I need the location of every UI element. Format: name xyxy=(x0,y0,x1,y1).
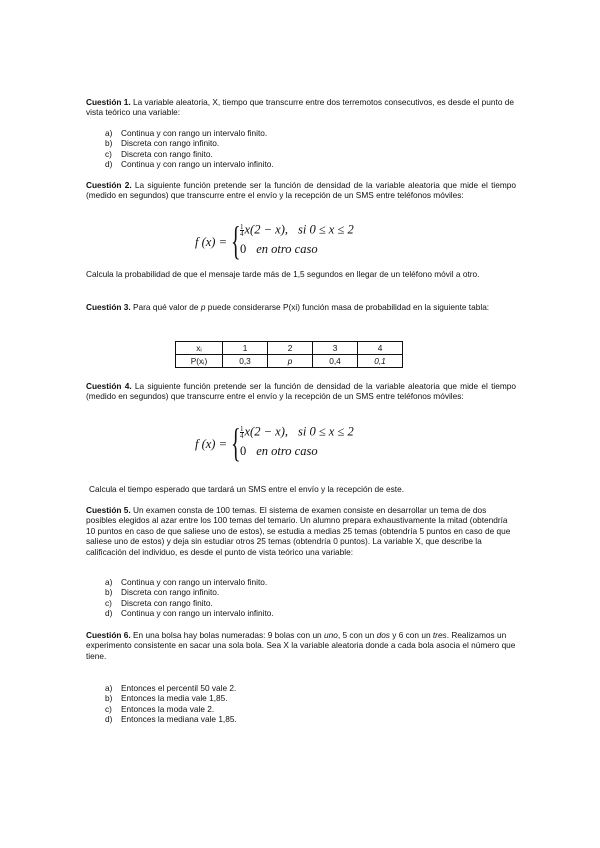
question-6-text: Cuestión 6. En una bolsa hay bolas numeradas: 9 bolas con un uno, 5 con un dos y 6 con un tres. Realizamos un experimento consistente en sacar una sola bola. Sea X la variable aleatoria donde a cada bola asocia el número que tiene. xyxy=(86,630,516,661)
question-4 xyxy=(86,381,516,402)
table-header-x: xᵢ xyxy=(176,342,223,355)
option-c[interactable]: c) Discreta con rango finito. xyxy=(105,148,213,159)
question-2 xyxy=(86,180,516,201)
option-d[interactable]: d) Entonces la mediana vale 1,85. xyxy=(105,714,237,725)
question-5-options xyxy=(105,577,274,619)
question-1-text: Cuestión 1. La variable aleatoria, X, tiempo que transcurre entre dos terremotos consecutivos, es desde el punto de vista teórico una variable: xyxy=(86,97,514,118)
option-d[interactable]: d) Continua y con rango un intervalo infinito. xyxy=(105,608,274,619)
option-c[interactable]: c) Entonces la moda vale 2. xyxy=(105,703,215,714)
question-1-label: Cuestión 1. xyxy=(86,97,131,107)
question-5-text: Cuestión 5. Un examen consta de 100 temas. El sistema de examen consiste en desarrollar un tema de dos posibles elegidos al azar entre los 100 temas del temario. Un alumno prepara exhaustivamente la mitad (obtendría 10 puntos en caso de que saliese uno de estos), se estudia a medias 25 temas (obtendría 5 puntos en caso de que saliese uno de estos) y deja sin estudiar otros 25 temas (obtendría 0 puntos). La variable X, que describe la calificación del individuo, es desde el punto de vista teórico una variable: xyxy=(86,505,511,557)
question-3 xyxy=(86,302,516,312)
option-a[interactable]: a) Continua y con rango un intervalo finito. xyxy=(105,577,268,587)
question-1-options xyxy=(105,128,274,170)
option-a[interactable]: a) Entonces el percentil 50 vale 2. xyxy=(105,683,237,693)
option-b[interactable]: b) Discreta con rango infinito. xyxy=(105,138,220,149)
exam-page: Cuestión 1. La variable aleatoria, X, tiempo que transcurre entre dos terremotos consecutivos, es desde el punto de vista teórico una variable: a) Continua y con rango un intervalo finito. b) Discreta con rango infinito. c) Discreta con rango finito. d) Continua y con rango un intervalo infinito. Cuestión 2. La siguiente función pretende ser la función de densidad de la variable aleatoria que mide el tiempo (medido en segundos) que transcurre entre el envío y la recepción de un SMS entre teléfonos móviles: f (x) = { $\frac{1}{4}$ x(2 − x), si 0 ≤ x ≤ 2 0 en otro caso Calcula la probabilidad de que el mensaje tarde más de 1,5 segundos en llegar de un teléfono móvil a otro. Cuestión 3. Para qué valor de p puede considerarse P(xi) función masa de probabilidad en la siguiente tabla: xᵢ 1 2 3 4 P(xᵢ) 0,3 p 0,4 0,1 Cuestión 4. La siguiente función pretende ser la función de densidad de la variable aleatoria que mide el tiempo (medido en segundos) que transcurre entre el envío y la recepción de un SMS entre teléfonos móviles: f (x) = { $\frac{1}{4}$ x(2 − x), si 0 ≤ x ≤ 2 0 en otro caso Calcula el tiempo esperado que tardará un SMS entre el envío y la recepción de este. Cuestión 5. Un examen consta de 100 temas. El sistema de examen consiste en desarrollar un tema de dos posibles elegidos al azar entre los 100 temas del temario. Un alumno prepara exhaustivamente la mitad (obtendría 10 puntos en caso de que saliese uno de estos), se estudia a medias 25 temas (obtendría 5 puntos en caso de que saliese uno de estos) y deja sin estudiar otros 25 temas (obtendría 0 puntos). La variable X, que describe la calificación del individuo, es desde el punto de vista teórico una variable: a) Continua y con rango un intervalo finito. b) Discreta con rango infinito. c) Discreta con rango finito. d) Continua y con rango un intervalo infinito. Cuestión 6. En una bolsa hay bolas numeradas: 9 bolas con un uno, 5 con un dos y 6 con un tres. Realizamos un experimento consistente en sacar una sola bola. Sea X la variable aleatoria donde a cada bola asocia el número que tiene. a) Entonces el percentil 50 vale 2. b) Entonces la media vale 1,85. c) Entonces la moda vale 2. d) Entonces la mediana vale 1,85. xyxy=(0,0,600,848)
question-5 xyxy=(86,505,516,557)
option-b[interactable]: b) Discreta con rango infinito. xyxy=(105,587,220,598)
table-row: xᵢ 1 2 3 4 xyxy=(176,342,403,355)
probability-table xyxy=(175,341,403,368)
question-2-text: Cuestión 2. La siguiente función pretende ser la función de densidad de la variable aleatoria que mide el tiempo (medido en segundos) que transcurre entre el envío y la recepción de un SMS entre teléfonos móviles: xyxy=(86,180,516,201)
option-c[interactable]: c) Discreta con rango finito. xyxy=(105,597,213,608)
question-4-task: Calcula el tiempo esperado que tardará un SMS entre el envío y la recepción de este. xyxy=(89,484,405,494)
option-b[interactable]: b) Entonces la media vale 1,85. xyxy=(105,693,228,704)
option-a[interactable]: a) Continua y con rango un intervalo finito. xyxy=(105,128,268,138)
table-header-p: P(xᵢ) xyxy=(176,355,223,368)
question-6-options xyxy=(105,683,237,725)
table-row: P(xᵢ) 0,3 p 0,4 0,1 xyxy=(176,355,403,368)
option-d[interactable]: d) Continua y con rango un intervalo infinito. xyxy=(105,159,274,170)
question-4-text: Cuestión 4. La siguiente función pretende ser la función de densidad de la variable aleatoria que mide el tiempo (medido en segundos) que transcurre entre el envío y la recepción de un SMS entre teléfonos móviles: xyxy=(86,381,516,402)
question-1 xyxy=(86,97,516,118)
question-2-task: Calcula la probabilidad de que el mensaje tarde más de 1,5 segundos en llegar de un teléfono móvil a otro. xyxy=(86,269,480,279)
question-3-text: Cuestión 3. Para qué valor de p puede considerarse P(xi) función masa de probabilidad en la siguiente tabla: xyxy=(86,302,490,312)
question-6 xyxy=(86,630,516,661)
